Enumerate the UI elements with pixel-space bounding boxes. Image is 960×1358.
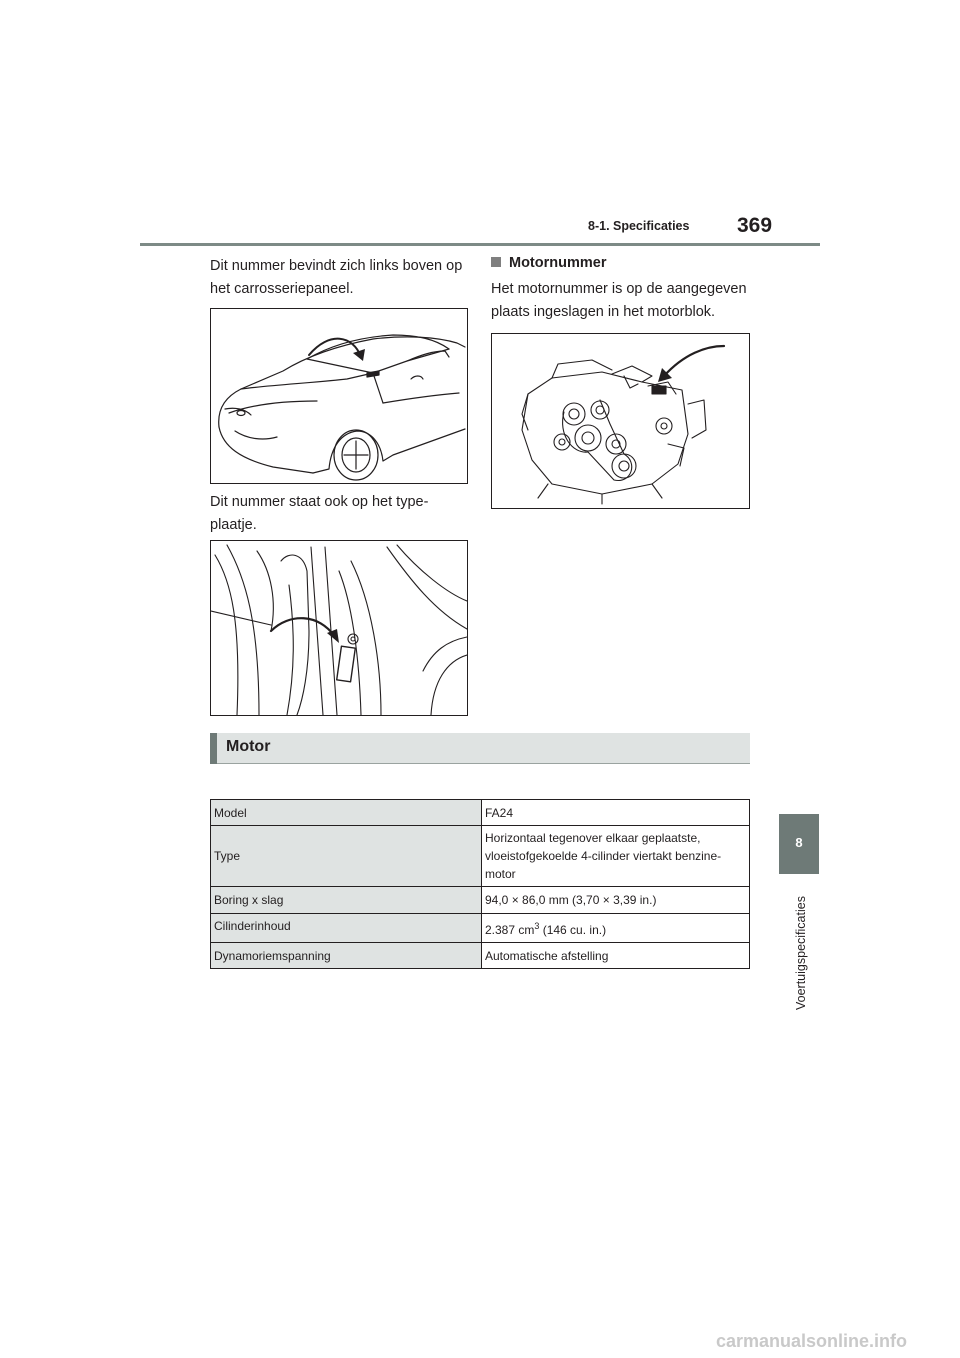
right-paragraph-line-1: Het motornummer is op de aangegeven xyxy=(491,281,747,297)
chapter-tab[interactable] xyxy=(779,814,819,874)
table-cell-label: Cilinderinhoud xyxy=(211,914,482,943)
left-paragraph-2-line-2: plaatje. xyxy=(210,517,257,533)
header-rule xyxy=(140,243,820,246)
left-paragraph-1 xyxy=(210,255,462,301)
motornummer-heading xyxy=(491,255,606,271)
right-paragraph xyxy=(491,278,747,324)
table-cell-value xyxy=(482,826,750,887)
section-header-motor xyxy=(210,733,750,764)
table-cell-label: Model xyxy=(211,800,482,826)
table-cell-value: Automatische afstelling xyxy=(482,943,750,969)
page-number: 369 xyxy=(737,214,773,237)
engine-spec-table xyxy=(210,799,750,969)
table-row xyxy=(211,914,750,943)
left-paragraph-2-line-1: Dit nummer staat ook op het type- xyxy=(210,494,429,510)
type-value-line-1: Horizontaal tegenover elkaar geplaatste, xyxy=(485,831,701,845)
watermark: carmanualsonline.info xyxy=(716,1331,908,1351)
type-value-line-2: vloeistofgekoelde 4-cilinder viertakt benzine- xyxy=(485,849,722,863)
table-cell-value xyxy=(482,914,750,943)
displacement-superscript: 3 xyxy=(534,921,540,931)
displacement-value: 2.387 cm xyxy=(485,923,535,937)
table-row xyxy=(211,826,750,887)
chapter-number: 8 xyxy=(795,835,803,850)
section-header-accent xyxy=(210,733,217,764)
chapter-label-text: Voertuigspecificaties xyxy=(794,896,808,1010)
type-value-line-3: motor xyxy=(485,867,516,881)
table-row xyxy=(211,887,750,914)
table-row xyxy=(211,800,750,826)
table-cell-value: FA24 xyxy=(482,800,750,826)
table-cell-label: Dynamoriemspanning xyxy=(211,943,482,969)
table-cell-label: Boring x slag xyxy=(211,887,482,914)
left-paragraph-2 xyxy=(210,491,428,537)
engine-illustration xyxy=(491,333,750,509)
door-pillar-illustration xyxy=(210,540,468,716)
left-paragraph-1-line-1: Dit nummer bevindt zich links boven op xyxy=(210,258,463,274)
table-row xyxy=(211,943,750,969)
table-cell-label: Type xyxy=(211,826,482,887)
table-cell-value: 94,0 × 86,0 mm (3,70 × 3,39 in.) xyxy=(482,887,750,914)
car-illustration xyxy=(210,308,468,484)
header-section-title: 8-1. Specificaties xyxy=(588,219,690,233)
right-paragraph-line-2: plaats ingeslagen in het motorblok. xyxy=(491,304,716,320)
displacement-imperial: (146 cu. in.) xyxy=(539,923,607,937)
square-bullet-icon xyxy=(491,257,501,267)
motornummer-heading-text: Motornummer xyxy=(509,255,607,271)
left-paragraph-1-line-2: het carrosseriepaneel. xyxy=(210,281,354,297)
section-title: Motor xyxy=(226,738,271,755)
chapter-label xyxy=(780,880,820,1010)
